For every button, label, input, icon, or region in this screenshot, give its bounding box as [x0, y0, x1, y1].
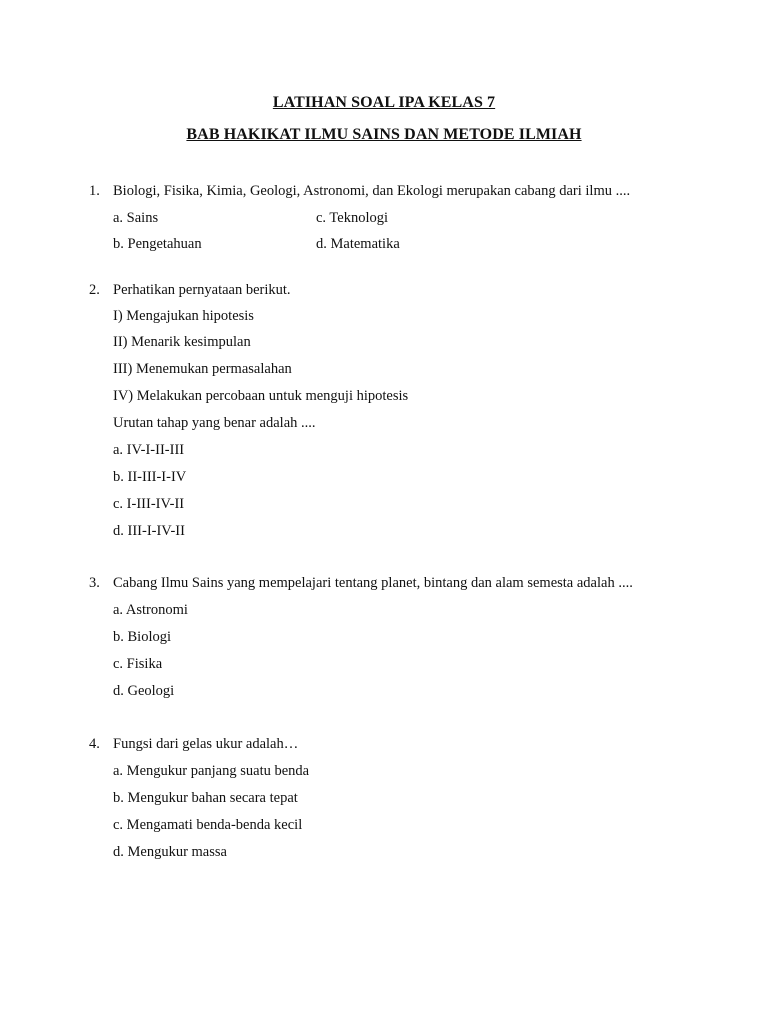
statement-2: II) Menarik kesimpulan	[113, 334, 251, 350]
statement-3: III) Menemukan permasalahan	[113, 361, 292, 377]
option-a: a. Sains	[113, 210, 159, 226]
question-prompt: Urutan tahap yang benar adalah ....	[113, 415, 316, 431]
option-c: c. Mengamati benda-benda kecil	[113, 817, 303, 833]
question-text: Biologi, Fisika, Kimia, Geologi, Astronomi, dan Ekologi merupakan cabang dari ilmu ....	[113, 183, 631, 199]
document-subtitle: BAB HAKIKAT ILMU SAINS DAN METODE ILMIAH	[186, 126, 582, 143]
question-number: 2.	[89, 282, 100, 298]
option-c: c. I-III-IV-II	[113, 496, 185, 512]
option-d: d. Mengukur massa	[113, 844, 227, 860]
question-number: 1.	[89, 183, 100, 199]
option-b: b. Biologi	[113, 629, 172, 645]
option-b: b. Mengukur bahan secara tepat	[113, 790, 298, 806]
question-number: 4.	[89, 736, 100, 752]
option-b: b. Pengetahuan	[113, 236, 202, 252]
option-a: a. Mengukur panjang suatu benda	[113, 763, 310, 779]
option-d: d. Matematika	[316, 236, 400, 252]
question-text: Fungsi dari gelas ukur adalah…	[113, 736, 299, 752]
option-c: c. Fisika	[113, 656, 163, 672]
question-text: Perhatikan pernyataan berikut.	[113, 282, 291, 298]
statement-1: I) Mengajukan hipotesis	[113, 308, 254, 324]
option-d: d. Geologi	[113, 683, 175, 699]
document-title: LATIHAN SOAL IPA KELAS 7	[272, 94, 496, 111]
option-c: c. Teknologi	[316, 210, 389, 226]
option-b: b. II-III-I-IV	[113, 469, 187, 485]
option-a: a. IV-I-II-III	[113, 442, 185, 458]
option-a: a. Astronomi	[113, 602, 188, 618]
question-text: Cabang Ilmu Sains yang mempelajari tentang planet, bintang dan alam semesta adalah ....	[113, 575, 633, 591]
statement-4: IV) Melakukan percobaan untuk menguji hipotesis	[113, 388, 409, 404]
question-number: 3.	[89, 575, 100, 591]
option-d: d. III-I-IV-II	[113, 523, 185, 539]
